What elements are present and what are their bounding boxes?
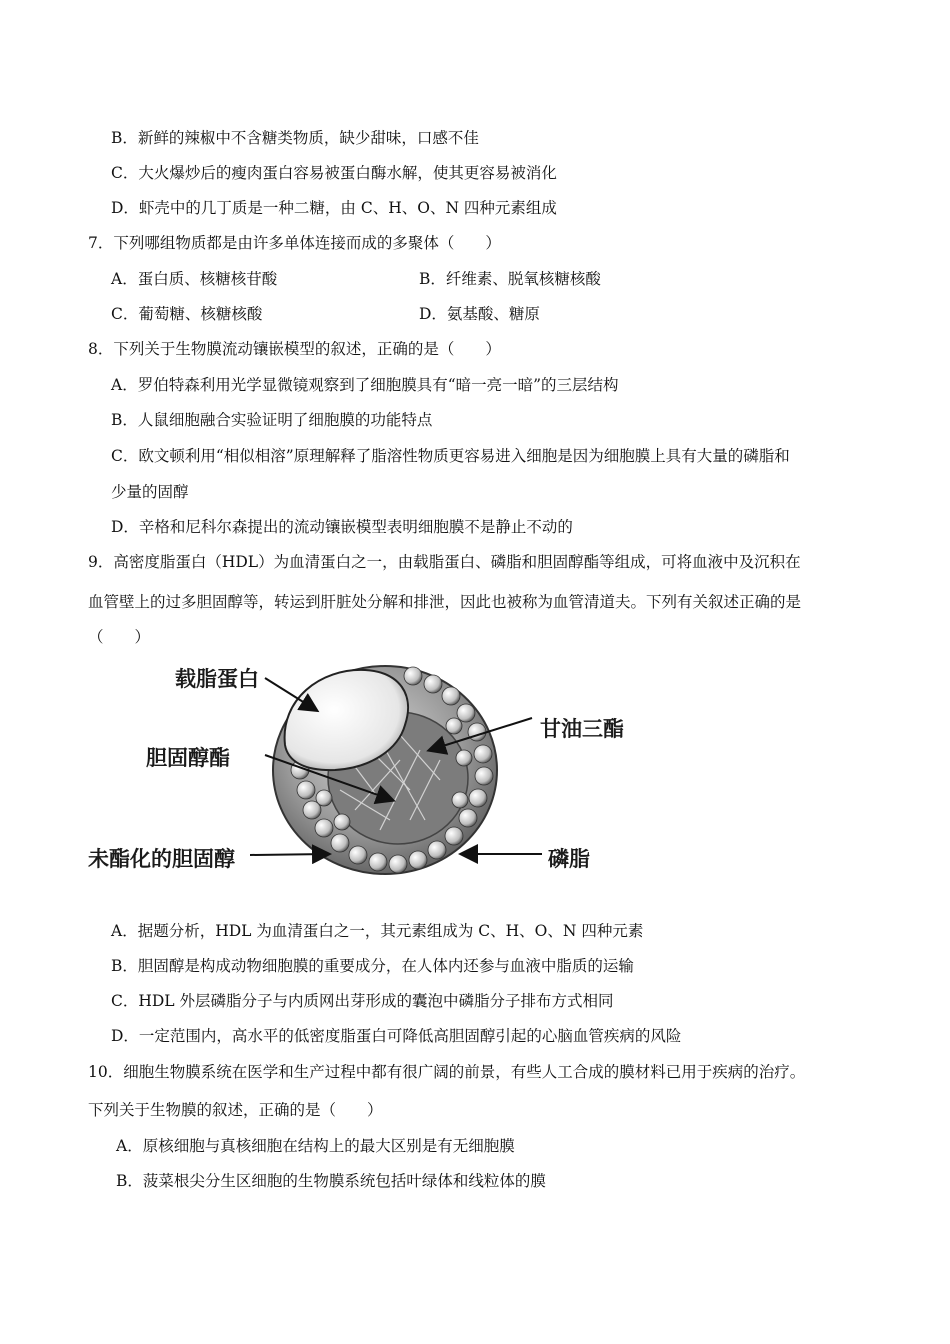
q6-option-c: C．大火爆炒后的瘦肉蛋白容易被蛋白酶水解，使其更容易被消化 <box>111 164 557 182</box>
q10-option-a: A．原核细胞与真核细胞在结构上的最大区别是有无细胞膜 <box>116 1137 515 1155</box>
q8-option-d: D．辛格和尼科尔森提出的流动镶嵌模型表明细胞膜不是静止不动的 <box>111 518 573 536</box>
q6-option-b: B．新鲜的辣椒中不含糖类物质，缺少甜味，口感不佳 <box>111 129 479 147</box>
q9-option-d: D．一定范围内，高水平的低密度脂蛋白可降低高胆固醇引起的心脑血管疾病的风险 <box>111 1027 682 1045</box>
q7-option-a: A．蛋白质、核糖核苷酸 <box>111 270 278 288</box>
q10-stem-line2: 下列关于生物膜的叙述，正确的是（ ） <box>88 1101 383 1119</box>
label-triglyceride: 甘油三酯 <box>540 717 624 741</box>
label-cholesteryl-ester: 胆固醇酯 <box>146 746 230 770</box>
q9-option-a: A．据题分析，HDL 为血清蛋白之一，其元素组成为 C、H、O、N 四种元素 <box>111 922 644 940</box>
q7-option-d: D．氨基酸、糖原 <box>419 305 540 323</box>
label-apolipoprotein: 载脂蛋白 <box>175 667 259 691</box>
q9-stem-line3: （ ） <box>88 628 151 646</box>
q9-stem-line1: 9．高密度脂蛋白（HDL）为血清蛋白之一，由载脂蛋白、磷脂和胆固醇酯等组成，可将血液中及沉积在 <box>88 553 801 571</box>
q9-stem-line2: 血管壁上的过多胆固醇等，转运到肝脏处分解和排泄，因此也被称为血管清道夫。下列有关叙述正确的是 <box>88 593 802 611</box>
q9-option-b: B．胆固醇是构成动物细胞膜的重要成分，在人体内还参与血液中脂质的运输 <box>111 957 634 975</box>
q9-option-c: C．HDL 外层磷脂分子与内质网出芽形成的囊泡中磷脂分子排布方式相同 <box>111 992 614 1010</box>
q7-option-c: C．葡萄糖、核糖核酸 <box>111 305 263 323</box>
q8-option-b: B．人鼠细胞融合实验证明了细胞膜的功能特点 <box>111 411 433 429</box>
q8-option-a: A．罗伯特森利用光学显微镜观察到了细胞膜具有“暗一亮一暗”的三层结构 <box>111 376 619 394</box>
q6-option-d: D．虾壳中的几丁质是一种二糖，由 C、H、O、N 四种元素组成 <box>111 199 557 217</box>
arrow-free-cholesterol <box>250 854 328 855</box>
q8-option-c-line1: C．欧文顿利用“相似相溶”原理解释了脂溶性物质更容易进入细胞是因为细胞膜上具有大量的磷脂和 <box>111 447 790 465</box>
q10-stem-line1: 10．细胞生物膜系统在医学和生产过程中都有很广阔的前景，有些人工合成的膜材料已用于疾病的治疗。 <box>88 1063 806 1081</box>
label-free-cholesterol: 未酯化的胆固醇 <box>88 847 235 871</box>
q7-stem: 7．下列哪组物质都是由许多单体连接而成的多聚体（ ） <box>88 234 501 252</box>
q10-option-b: B．菠菜根尖分生区细胞的生物膜系统包括叶绿体和线粒体的膜 <box>116 1172 546 1190</box>
q8-stem: 8．下列关于生物膜流动镶嵌模型的叙述，正确的是（ ） <box>88 340 501 358</box>
q8-option-c-line2: 少量的固醇 <box>111 483 189 501</box>
label-phospholipid: 磷脂 <box>548 847 590 871</box>
q7-option-b: B．纤维素、脱氧核糖核酸 <box>419 270 601 288</box>
